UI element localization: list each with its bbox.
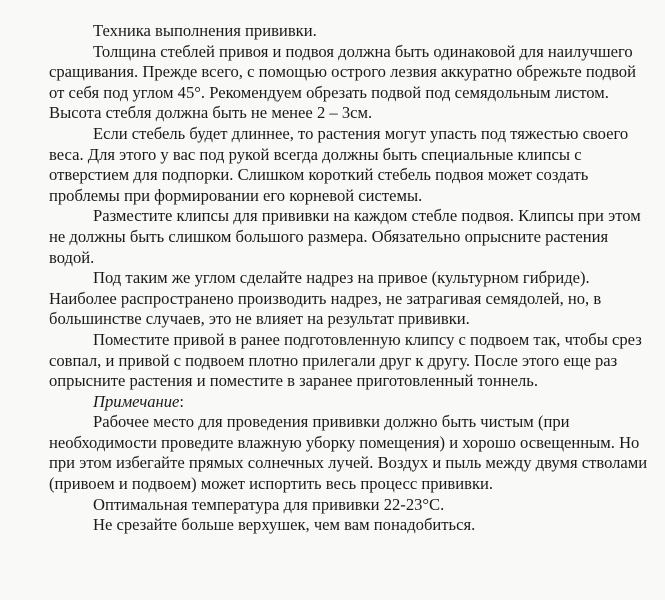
paragraph-clips: Разместите клипсы для прививки на каждом стебле подвоя. Клипсы при этом не должны быть слишком большого размера. Обязательно опрысните растения водой.: [49, 206, 641, 267]
document-body: [49, 21, 649, 536]
note-paragraph-workplace: Рабочее место для проведения прививки должно быть чистым (при необходимости проведите влажную уборку помещения) и хорошо освещенным. Но при этом избегайте прямых солнечных лучей. Воздух и пыль между двумя стволами (привоем и подвоем) может испортить весь процесс прививки.: [49, 412, 648, 494]
paragraph-stem-length: Если стебель будет длиннее, то растения могут упасть под тяжестью своего веса. Для этого у вас под рукой всегда должны быть специальные клипсы с отверстием для подпорки. Слишком короткий стебель подвоя может создать проблемы при формировании его корневой системы.: [49, 123, 629, 205]
note-colon: :: [179, 391, 185, 411]
note-heading: [49, 392, 649, 413]
paragraph-place-scion: Поместите привой в ранее подготовленную клипсу с подвоем так, чтобы срез совпал, и привой с подвоем плотно прилегали друг к другу. После этого еще раз опрысните растения и поместите в заранее приготовленный тоннель.: [49, 329, 642, 391]
paragraph-scion-cut: Под таким же углом сделайте надрез на привое (культурном гибриде). Наиболее распространено производить надрез, не затрагивая семядолей, но, в большинстве случаев, это не влияет на результат прививки.: [49, 268, 602, 329]
note-label: Примечание: [93, 391, 180, 411]
paragraph-stem-thickness: Толщина стеблей привоя и подвоя должна быть одинаковой для наилучшего сращивания. Прежде всего, с помощью острого лезвия аккуратно обрежьте подвой от себя под углом 45°. Рекомендуем обрезать подвой под семядольным листом. Высота стебля должна быть не менее 2 – 3см.: [49, 41, 636, 123]
note-paragraph-tops: Не срезайте больше верхушек, чем вам понадобиться.: [93, 515, 476, 535]
note-paragraph-temperature: Оптимальная температура для прививки 22-23°С.: [93, 494, 445, 514]
section-title: Техника выполнения прививки.: [93, 21, 317, 40]
